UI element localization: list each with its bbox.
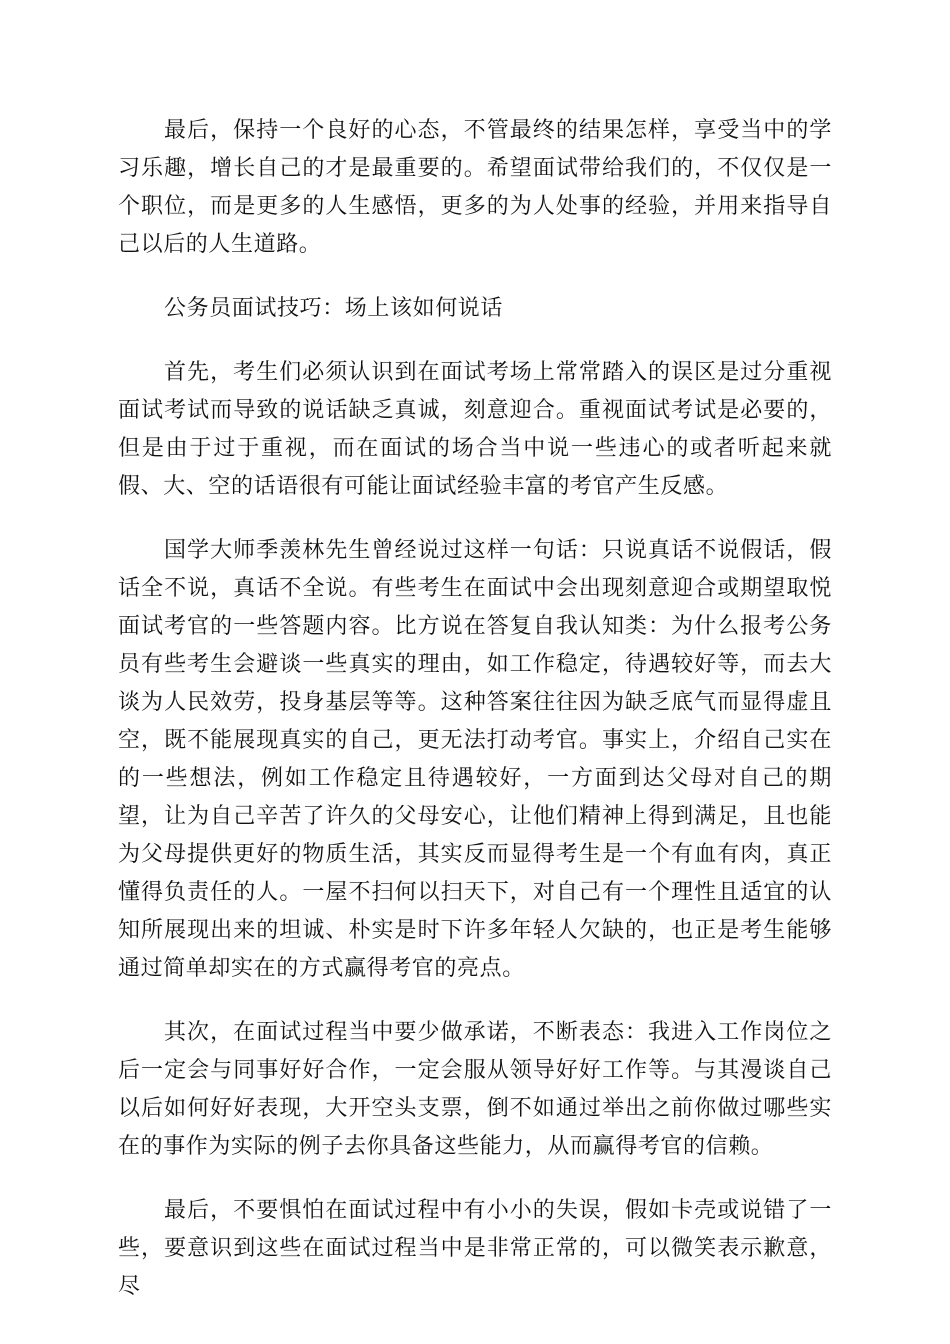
paragraph-second-point: 其次，在面试过程当中要少做承诺，不断表态：我进入工作岗位之后一定会与同事好好合作，一定会服从领导好好工作等。与其漫谈自己以后如何好好表现，大开空头支票，倒不如通过举出之前你做过哪些实在的事作为实际的例子去你具备这些能力，从而赢得考官的信赖。	[118, 1020, 832, 1159]
section-heading: 公务员面试技巧：场上该如何说话	[164, 296, 504, 321]
paragraph-last-point: 最后，不要惧怕在面试过程中有小小的失误，假如卡壳或说错了一些，要意识到这些在面试过程当中是非常正常的，可以微笑表示歉意，尽	[118, 1198, 832, 1299]
paragraph-first-point: 首先，考生们必须认识到在面试考场上常常踏入的误区是过分重视面试考试而导致的说话缺乏真诚，刻意迎合。重视面试考试是必要的，但是由于过于重视，而在面试的场合当中说一些违心的或者听起来就假、大、空的话语很有可能让面试经验丰富的考官产生反感。	[118, 360, 832, 499]
paragraph-closing-mindset: 最后，保持一个良好的心态，不管最终的结果怎样，享受当中的学习乐趣，增长自己的才是最重要的。希望面试带给我们的，不仅仅是一个职位，而是更多的人生感悟，更多的为人处事的经验，并用来指导自己以后的人生道路。	[118, 118, 832, 257]
paragraph-quote-example: 国学大师季羡林先生曾经说过这样一句话：只说真话不说假话，假话全不说，真话不全说。有些考生在面试中会出现刻意迎合或期望取悦面试考官的一些答题内容。比方说在答复自我认知类：为什么报考公务员有些考生会避谈一些真实的理由，如工作稳定，待遇较好等，而去大谈为人民效劳，投身基层等等。这种答案往往因为缺乏底气而显得虚且空，既不能展现真实的自己，更无法打动考官。事实上，介绍自己实在的一些想法，例如工作稳定且待遇较好，一方面到达父母对自己的期望，让为自己辛苦了许久的父母安心，让他们精神上得到满足，且也能为父母提供更好的物质生活，其实反而显得考生是一个有血有肉，真正懂得负责任的人。一屋不扫何以扫天下，对自己有一个理性且适宜的认知所展现出来的坦诚、朴实是时下许多年轻人欠缺的，也正是考生能够通过简单却实在的方式赢得考官的亮点。	[118, 538, 832, 981]
document-body	[118, 112, 832, 1332]
